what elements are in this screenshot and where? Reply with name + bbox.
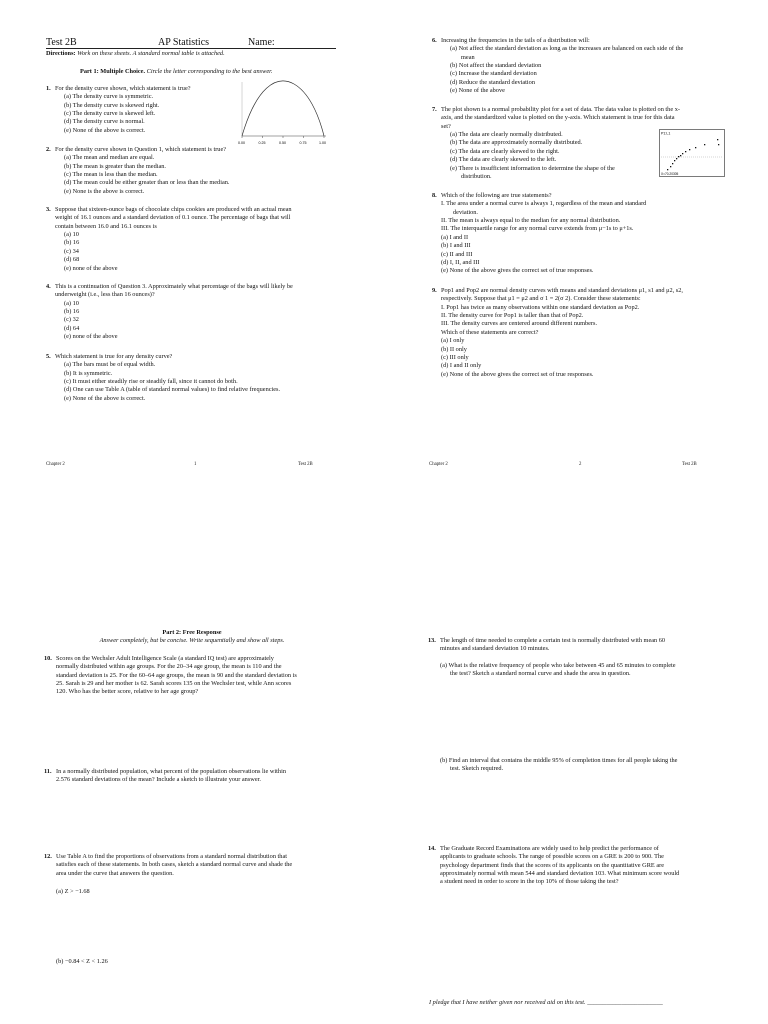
q14-number: 14. [428,845,436,852]
part1-instruction: Circle the letter corresponding to the best answer. [146,68,273,75]
q12-line-1: Use Table A to find the proportions of observations from a standard normal distribution that [56,853,287,860]
page-2 [384,0,768,512]
plot-point [670,166,671,167]
q13-part-b-line-1: (b) Find an interval that contains the middle 95% of completion times for all people taking the [440,757,678,764]
tick-label-2: 0.50 [279,141,286,145]
q7-number: 7. [432,106,437,113]
q8-stem: Which of the following are true statements? [441,192,552,199]
q7-option-e[interactable]: (e) There is insufficient information to determine the shape of the [450,164,615,172]
calc-screen-frame [660,130,725,177]
footer-page: 1 [194,462,197,467]
footer-chapter: Chapter 2 [46,462,65,467]
plot-point [678,156,679,157]
q9-option-a[interactable]: (a) I only [441,337,465,345]
q9-number: 9. [432,287,437,294]
q9-option-d[interactable]: (d) I and II only [441,362,482,370]
q9-stem-line-6: Which of these statements are correct? [441,328,539,336]
question-8 [432,192,741,276]
q1-option-b[interactable]: (b) The density curve is skewed right. [64,101,160,109]
q11-number: 11. [44,768,52,775]
q11-line-1: In a normally distributed population, what percent of the population observations lie within [56,768,286,775]
plot-point [704,144,705,145]
q13-part-a-line-2: the test? Sketch a standard normal curve and shade the area in question. [450,670,631,678]
q9-stem-line-4: II. The density curve for Pop1 is taller than that of Pop2. [441,312,584,320]
q7-stem-line-2: axis, and the standardized value is plotted on the y-axis. Which statement is true for this data [441,114,675,122]
question-5 [46,353,375,403]
tick-label-1: 0.25 [258,141,266,145]
q1-stem: For the density curve shown, which statement is true? [55,85,191,92]
q10-line-3: standard deviation is 25. For the 60–64 age groups, the mean is 90 and the standard deviation is [56,671,297,679]
q12-line-3: area under the curve that answers the question. [56,869,174,877]
q10-line-2: normally distributed within age groups. For the 20–34 age group, the mean is 110 and the [56,663,282,671]
part2-title [0,629,384,636]
q1-option-d[interactable]: (d) The density curve is normal. [64,118,145,126]
footer-test: Test 2B [298,462,313,467]
q8-option-b[interactable]: (b) I and III [441,242,471,250]
q11-line-2: 2.576 standard deviations of the mean? Include a sketch to illustrate your answer. [56,776,261,784]
q12-number: 12. [44,853,52,860]
question-10 [44,655,376,697]
question-1 [46,85,240,135]
q7-option-e-cont: distribution. [461,172,492,180]
plot-point [695,147,696,148]
q2-option-a[interactable]: (a) The mean and median are equal. [64,154,155,162]
footer-page: 2 [579,462,582,467]
q10-line-4: 25. Sarah is 29 and her mother is 62. Sarah scores 135 on the Wechsler test, while Ann scores [56,680,292,688]
honor-pledge: I pledge that I have neither given nor received aid on this test. ________________________ [429,999,663,1006]
part2-instruction-text: Answer completely, but be concise. Write sequentially and show all steps. [99,637,285,644]
q3-stem-line-3: contain between 16.0 and 16.1 ounces is [55,222,157,230]
plot-point [717,139,718,140]
tick-label-4: 1.00 [319,141,326,145]
test-title: Test 2B [46,37,77,48]
q8-option-e[interactable]: (e) None of the above gives the correct set of true responses. [441,267,594,275]
q6-option-a-cont: mean [461,53,475,61]
q6-option-b[interactable]: (b) Not affect the standard deviation [450,62,542,70]
q5-number: 5. [46,353,51,360]
q6-option-c[interactable]: (c) Increase the standard deviation [450,70,537,78]
question-6 [432,37,731,96]
q4-option-e[interactable]: (e) none of the above [64,333,118,341]
q4-option-c[interactable]: (c) 32 [64,316,79,324]
q7-stem-line-3: set? [441,122,451,130]
page-3 [0,512,384,1024]
calc-label-bottom: X=70.20305 [661,172,679,176]
q9-option-c[interactable]: (c) III only [441,353,469,361]
plot-point [718,144,719,145]
page-4 [384,512,768,1024]
q8-statement-1: I. The area under a normal curve is always 1, regardless of the mean and standard [441,200,647,208]
q3-option-d[interactable]: (d) 68 [64,256,80,264]
q12-line-2: satisfies each of these statements. In both cases, sketch a standard normal curve and shade the [56,861,293,869]
q13-line-2: minutes and standard deviation 10 minutes. [440,645,550,653]
q3-stem-line-2: weight of 16.1 ounces and a standard deviation of 0.1 ounce. The percentage of bags that will [55,214,291,222]
question-4 [46,283,375,342]
plot-point [689,149,690,150]
q6-option-a[interactable]: (a) Not affect the standard deviation as long as the increases are balanced on each side of the [450,45,684,53]
question-13 [428,637,740,654]
q7-option-c[interactable]: (c) The data are clearly skewed to the right. [450,147,560,155]
q9-stem-line-5: III. The density curves are centered around different numbers. [441,320,598,328]
calc-label-top: P1:L1 [661,131,671,136]
q9-stem-line-2: respectively. Suppose that μ1 = μ2 and σ 1 = 2(σ 2). Consider these statements: [441,295,641,303]
directions-label: Directions: [46,50,76,57]
tick-label-0: 0.00 [238,141,245,145]
q9-option-e[interactable]: (e) None of the above gives the correct set of true responses. [441,370,594,378]
q1-option-c[interactable]: (c) The density curve is skewed left. [64,110,156,118]
question-9 [432,287,761,379]
name-label: Name: [248,37,275,48]
plot-point [685,151,686,152]
page-1 [0,0,384,512]
q12-part-a: (a) Z > −1.68 [56,888,90,895]
q9-stem-line-3: I. Pop1 has twice as many observations within one standard deviation as Pop2. [441,303,640,311]
part1-title: Part 1: Multiple Choice. [80,68,146,75]
footer-chapter: Chapter 2 [429,462,448,467]
q3-number: 3. [46,206,51,213]
q4-option-a[interactable]: (a) 10 [64,299,79,307]
q5-option-c[interactable]: (c) It must either steadily rise or steadily fall, since it cannot do both. [64,378,238,386]
q2-option-b[interactable]: (b) The mean is greater than the median. [64,162,166,170]
q7-option-a[interactable]: (a) The data are clearly normally distributed. [450,131,563,139]
q8-option-c[interactable]: (c) II and III [441,250,473,258]
q5-option-e[interactable]: (e) None of the above is correct. [64,394,146,402]
plot-point [682,153,683,154]
q10-line-5: 120. Who has the better score, relative to her age group? [56,688,199,696]
directions-text: Work on these sheets. A standard normal table is attached. [77,50,225,57]
q4-option-d[interactable]: (d) 64 [64,324,80,332]
q10-line-1: Scores on the Wechsler Adult Intelligence Scale (a standard IQ test) are approximately [56,655,274,662]
q6-number: 6. [432,37,437,44]
q5-stem: Which statement is true for any density curve? [55,353,173,360]
course-title: AP Statistics [158,37,210,48]
tick-label-3: 0.75 [299,141,307,145]
q7-option-b[interactable]: (b) The data are approximately normally distributed. [450,139,583,147]
q13-part-a-line-1: (a) What is the relative frequency of people who take between 45 and 65 minutes to complete [440,662,676,669]
plot-point [680,155,681,156]
q5-option-b[interactable]: (b) It is symmetric. [64,369,113,377]
q3-option-a[interactable]: (a) 10 [64,231,79,239]
q6-stem: Increasing the frequencies in the tails of a distribution will: [441,37,590,44]
q8-statement-1-cont: deviation. [453,208,479,216]
part2-title-text: Part 2: Free Response [162,629,222,636]
q5-option-a[interactable]: (a) The bars must be of equal width. [64,361,156,369]
q14-line-4: approximately normal with mean 544 and standard deviation 103. What minimum score would [440,870,680,878]
q3-option-c[interactable]: (c) 34 [64,247,79,255]
density-curve [242,81,324,136]
q14-line-5: a student need in order to score in the top 10% of those taking the test? [440,878,619,886]
q14-line-3: psychology department finds that the scores of its applicants on the quantitative GRE are [440,861,665,869]
q8-option-d[interactable]: (d) I, II, and III [441,258,480,266]
question-2 [46,146,355,196]
q14-line-2: applicants to graduate schools. The range of possible scores on a GRE is 200 to 900. The [440,853,664,861]
q13-part-a [440,662,740,679]
q4-stem-line-2: underweight (i.e., less than 16 ounces)? [55,291,155,299]
q4-number: 4. [46,283,51,290]
header-rule [46,48,336,49]
plot-point [667,169,668,170]
q6-option-e[interactable]: (e) None of the above [450,87,505,95]
q2-option-e[interactable]: (e) None is the above is correct. [64,187,145,195]
q1-option-e[interactable]: (e) None of the above is correct. [64,126,146,134]
q5-option-d[interactable]: (d) One can use Table A (table of standard normal values) to find relative frequencies. [64,386,281,394]
q6-option-d[interactable]: (d) Reduce the standard deviation [450,78,535,86]
q2-stem: For the density curve shown in Question 1, which statement is true? [55,146,227,153]
q13-line-1: The length of time needed to complete a certain test is normally distributed with mean 60 [440,637,666,644]
footer-test: Test 2B [682,462,697,467]
part2-instruction [0,637,384,644]
plot-point [672,163,673,164]
q13-number: 13. [428,637,436,644]
q3-option-b[interactable]: (b) 16 [64,239,80,247]
density-curve-figure [236,78,332,148]
q4-option-b[interactable]: (b) 16 [64,308,80,316]
q7-stem-line-1: The plot shown is a normal probability plot for a set of data. The data value is plotted on the x- [441,106,680,113]
q8-statement-3: III. The interquartile range for any normal curve extends from μ−1s to μ+1s. [441,225,634,233]
q13-part-b [440,757,740,774]
question-11 [44,768,376,785]
q3-stem-line-1: Suppose that sixteen-ounce bags of chocolate chips cookies are produced with an actual mean [55,206,292,213]
q2-number: 2. [46,146,51,153]
q2-option-c[interactable]: (c) The mean is less than the median. [64,171,158,179]
question-14 [428,845,750,887]
question-12 [44,853,376,878]
part1-heading [80,68,272,75]
q1-option-a[interactable]: (a) The density curve is symmetric. [64,93,154,101]
q7-option-d[interactable]: (d) The data are clearly skewed to the left. [450,156,557,164]
q2-option-d[interactable]: (d) The mean could be either greater than or less than the median. [64,179,230,187]
q10-number: 10. [44,655,52,662]
q13-part-b-line-2: test. Sketch required. [450,765,504,773]
normal-probability-plot [659,129,725,177]
plot-point [676,158,677,159]
plot-point [674,160,675,161]
directions [46,50,225,57]
q8-number: 8. [432,192,437,199]
q8-option-a[interactable]: (a) I and II [441,233,469,241]
q4-stem-line-1: This is a continuation of Question 3. Approximately what percentage of the bags will likely be [55,283,293,290]
question-3 [46,206,375,273]
q12-part-b: (b) −0.84 < Z < 1.26 [56,958,108,965]
q9-stem-line-1: Pop1 and Pop2 are normal density curves with means and standard deviations μ1, s1 and μ2, s2, [441,287,683,294]
q1-number: 1. [46,85,51,92]
q3-option-e[interactable]: (e) none of the above [64,264,118,272]
q14-line-1: The Graduate Record Examinations are widely used to help predict the performance of [440,845,659,852]
q8-statement-2: II. The mean is always equal to the median for any normal distribution. [441,217,621,225]
q9-option-b[interactable]: (b) II only [441,345,467,353]
